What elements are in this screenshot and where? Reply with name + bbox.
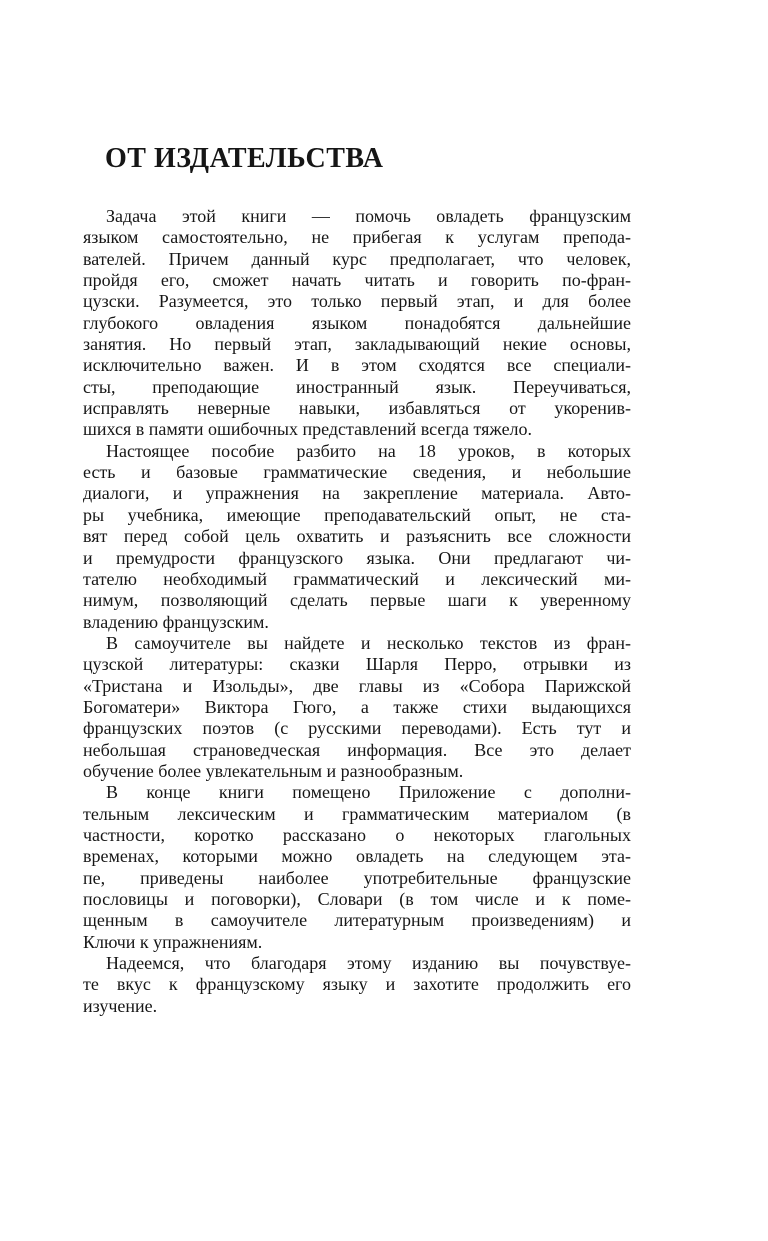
text-line: Надеемся, что благодаря этому изданию вы почувствуе- [106, 953, 631, 974]
text-line: занятия. Но первый этап, закладывающий некие основы, [83, 334, 631, 355]
body-text [83, 206, 631, 1017]
text-line: частности, коротко рассказано о некоторых глагольных [83, 824, 631, 845]
text-line: ры учебника, имеющие преподавательский опыт, не ста- [83, 504, 631, 525]
text-line: тельным лексическим и грамматическим материалом (в [83, 803, 631, 824]
text-line: шихся в памяти ошибочных представлений всегда тяжело. [83, 419, 533, 440]
text-line: исправлять неверные навыки, избавляться от укоренив- [83, 398, 631, 419]
paragraph [83, 953, 631, 1017]
text-line: изучение. [83, 995, 158, 1016]
text-line: и премудрости французского языка. Они предлагают чи- [83, 547, 631, 568]
text-line: Ключи к упражнениям. [83, 931, 263, 952]
text-line: Богоматери» Виктора Гюго, а также стихи выдающихся [83, 696, 631, 717]
text-line: исключительно важен. И в этом сходятся все специали- [83, 355, 631, 376]
text-line: Задача этой книги — помочь овладеть французским [106, 206, 631, 226]
text-line: глубокого овладения языком понадобятся дальнейшие [83, 312, 631, 333]
text-line: сты, преподающие иностранный язык. Переучиваться, [83, 376, 631, 397]
text-line: цузской литературы: сказки Шарля Перро, отрывки из [83, 654, 631, 675]
text-line: щенным в самоучителе литературным произведениям) и [83, 910, 631, 931]
text-line: «Тристана и Изольды», две главы из «Собора Парижской [83, 675, 631, 696]
text-line: нимум, позволяющий сделать первые шаги к уверенному [83, 590, 631, 611]
text-line: цузски. Разумеется, это только первый этап, и для более [83, 291, 631, 312]
text-line: обучение более увлекательным и разнообразным. [83, 760, 464, 781]
text-line: пройдя его, сможет начать читать и говорить по-фран- [83, 270, 631, 291]
text-line: владению французским. [83, 611, 269, 632]
text-line: пословицы и поговорки), Словари (в том числе и к поме- [83, 889, 631, 909]
text-line: временах, которыми можно овладеть на следующем эта- [83, 846, 631, 867]
text-line: В конце книги помещено Приложение с дополни- [106, 782, 631, 803]
paragraph [83, 441, 631, 633]
text-line: французских поэтов (с русскими переводами). Есть тут и [83, 718, 631, 739]
paragraph [83, 633, 631, 782]
text-line: языком самостоятельно, не прибегая к услугам препода- [83, 227, 631, 248]
text-line: есть и базовые грамматические сведения, и небольшие [83, 462, 631, 483]
page-heading: ОТ ИЗДАТЕЛЬСТВА [105, 143, 384, 174]
text-line: Настоящее пособие разбито на 18 уроков, в которых [106, 440, 631, 461]
text-line: небольшая страноведческая информация. Все это делает [83, 739, 631, 760]
text-line: те вкус к французскому языку и захотите продолжить его [83, 974, 631, 995]
paragraph [83, 782, 631, 953]
paragraph [83, 206, 631, 441]
text-line: В самоучителе вы найдете и несколько текстов из фран- [106, 632, 631, 653]
text-line: пе, приведены наиболее употребительные французские [83, 867, 631, 888]
text-line: диалоги, и упражнения на закрепление материала. Авто- [83, 483, 631, 504]
text-line: тателю необходимый грамматический и лексический ми- [83, 568, 631, 589]
text-line: вят перед собой цель охватить и разъяснить все сложности [83, 526, 631, 547]
text-line: вателей. Причем данный курс предполагает, что человек, [83, 248, 631, 269]
